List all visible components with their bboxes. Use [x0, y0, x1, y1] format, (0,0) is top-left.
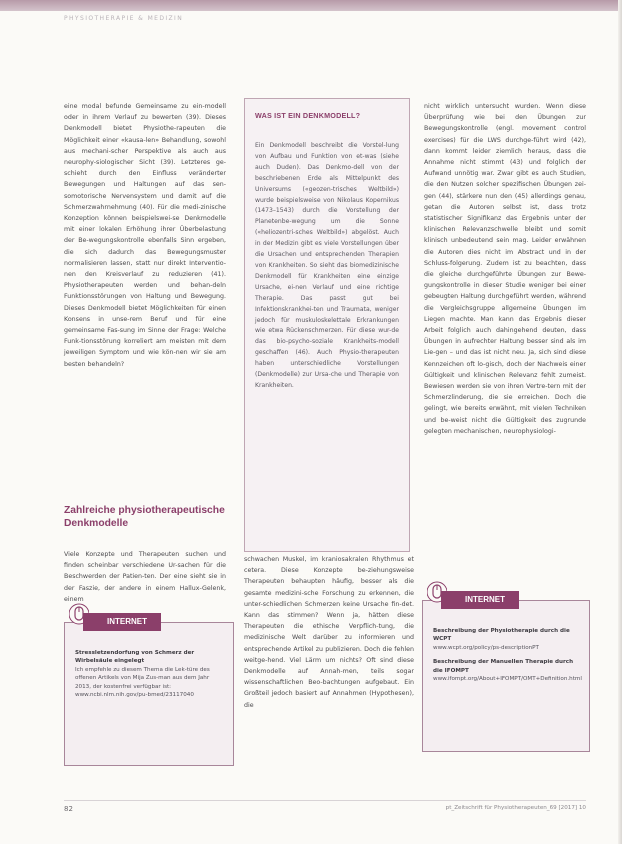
column-1-text-bottom	[64, 549, 226, 605]
footer-rule	[64, 800, 586, 801]
paragraph: Viele Konzepte und Therapeuten suchen und finden scheinbar verschiedene Ur-sachen für die Beschwerden der Patien-ten. Der eine sieht sie in der Faszie, der andere in einem Hallux-Gelenk, einem	[64, 551, 226, 603]
column-2-text	[244, 554, 414, 711]
link-url[interactable]: www.wcpt.org/policy/ps-descriptionPT	[433, 644, 539, 651]
internet-box-left	[64, 617, 234, 766]
column-1-text	[64, 101, 226, 370]
internet-box-right	[422, 595, 590, 752]
paragraph: nicht wirklich untersucht wurden. Wenn diese Überprüfung wie bei den Übungen zur Bewegungskontrolle (engl. movement control exercises) für die LWS durchge-führt wird (42), dann kommt leider ziemlich heraus, dass die Annahme nicht stimmt (43) und folglich der Aufwand unnötig war. Zwar gibt es auch Studien, die den Nutzen solcher spezifischen Übungen zei-gen (44), stärkere nun den (45) allerdings genau, getan die Autoren selbst ist, dass trotz statistischer Signifikanz das Ergebnis unter der klinischen Relevanzschwelle bleibt und somit klinisch unbedeutend sein mag. Leider erwähnen die Autoren dies nicht im Abstract und in der Schluss-folgerung. Zudem ist zu beachten, dass die gleiche durchgeführte Übungen zur Bewe-gungskontrolle in dieser Studie weniger bei einer gebeugten Haltung durchgeführt werden, während die Vergleichsgruppe allgemeine Übungen im Liegen machte. Man kann das Ergebnis dieser Arbeit folglich auch dahingehend deuten, dass Übungen in aufrechter Haltung besser sind als im Lie-gen – und das ist nicht neu. Ja, sich sind diese Kennzeichen oft lo-gisch, doch der Nachweis einer Gültigkeit und klinischen Relevanz fehlt zumeist. Bewiesen werden sie von ihren Vertre-tern mit der Schmerzlinderung, die sie erreichen. Doch die gelingt, wie bereits erwähnt, mit vielen Techniken und be-weist nicht die Gültigkeit des zugrunde gelegten mechanischen, neurophysiologi-	[424, 103, 586, 435]
info-box-title: WAS IST EIN DENKMODELL?	[255, 111, 361, 120]
paragraph: eine modal befunde Gemeinsame zu ein-modell oder in ihrem Verlauf zu bewerten (39). Dieses Denkmodell bietet Physiothe-rapeuten die Möglichkeit einer «kausa-len» Behandlung, sowohl aus mechani-scher Perspektive als auch aus neurophy-siologischer Sicht (39). Letzteres ge-schieht durch den Einfluss veränderter Bewegungen und Haltungen auf das sen-somotorische Nervensystem und damit auf die Schmerzwahrnehmung (40). Für die medi-zinische Konzeption können beispielswei-se Denkmodelle mit einer lokalen Erhöhung ihrer Überbelastung der Be-wegungskontrolle ebenfalls Sinn ergeben, die sich dadurch das Bewegungsmuster normalisieren lassen, statt nur direkt Interventio-nen den Kreisverlauf zu reduzieren (41). Physiotherapeuten werden und behan-deln Funktionsstörungen von Haltung und Bewegung. Dieses Denkmodell bietet Möglichkeiten für einen Konsens in unse-rem Beruf und für eine gemeinsame Fas-sung im Sinne der Frage: Welche Funk-tionsstörung korreliert am meisten mit dem jeweiligen Symptom und wie kön-nen wir sie am besten behandeln?	[64, 103, 226, 368]
page-number: 82	[64, 805, 73, 813]
column-3-text	[424, 101, 586, 437]
section-heading: Zahlreiche physiotherapeutische Denkmodelle	[64, 505, 225, 529]
link-url[interactable]: www.ifompt.org/About+IFOMPT/OMT+Definition.html	[433, 676, 582, 683]
info-box-body: Ein Denkmodell beschreibt die Vorstel-lung von Aufbau und Funktion von et-was (siehe auch Duden). Das Denkmo-dell von der beschriebenen Erde als Mittelpunkt des Universums («geozen-trisches Weltbild») wurde beispielsweise von Nikolaus Kopernikus (1473–1543) durch die Vorstellung der Planetenbe-wegung um die Sonne («heliozentri-sches Weltbild») abgelöst. Auch in der Medizin gibt es viele Vorstellungen über die Ursachen und entsprechenden Therapien von Krankheiten. So sieht das biomedizinische Denkmodell für Krankheiten eine einzige Ursache, ei-nen Verlauf und eine richtige Therapie. Das passt gut bei Infektionskrankhei-ten und Traumata, weniger jedoch für muskuloskelettale Erkrankungen wie etwa Rückenschmerzen. Für diese wur-de das bio-psycho-soziale Krankheits-modell geschaffen (46). Auch Physio-therapeuten haben unterschiedliche Vorstellungen (Denkmodelle) zur Ursa-che und Therapie von Krankheiten.	[255, 142, 399, 389]
top-color-band	[0, 0, 622, 11]
link-title: Beschreibung der Physiotherapie durch die WCPT	[433, 628, 570, 643]
internet-box-body	[433, 627, 583, 683]
internet-label: INTERNET	[83, 613, 161, 631]
info-box-denkmodell	[244, 98, 410, 552]
running-head: PHYSIOTHERAPIE & MEDIZIN	[64, 15, 184, 22]
link-title: Stressletzendorfung von Schmerz der Wirbelsäule eingelegt	[75, 650, 195, 665]
internet-box-body	[75, 649, 225, 699]
link-title: Beschreibung der Manuellen Therapie durch die IFOMPT	[433, 659, 574, 674]
paragraph: schwachen Muskel, im kraniosakralen Rhythmus et cetera. Diese Konzepte be-ziehungsweise Therapeuten behaupten häufig, besser als die gesamte medizini-sche Forschung zu erkennen, die unter-schiedlichen Schmerzen keine Ursache fin-det. Kann das stimmen? Wenn ja, hätten diese Therapeuten die ethische Verpflich-tung, die medizinische Welt darüber zu informieren und entsprechende Artikel zu publizieren. Doch die fehlen weitge-hend. Viel Lärm um nichts? Oft sind diese Denkmodelle auf Annah-men, teils sogar wissenschaftlichen Beo-bachtungen aufgebaut. Ein Großteil jedoch basiert auf Annahmen (Hypothesen), die	[244, 556, 414, 709]
internet-label: INTERNET	[441, 591, 519, 609]
page-edge-shadow	[618, 0, 622, 844]
footer-source: pt_Zeitschrift für Physiotherapeuten_69 [2017] 10	[445, 805, 586, 811]
link-text[interactable]: Ich empfehle zu diesem Thema die Lek-türe des offenen Artikels von Mija Zus-man aus dem Jahr 2013, der kostenfrei verfügbar ist: www.ncbi.nlm.nih.gov/pu-bmed/23117040	[75, 666, 210, 699]
